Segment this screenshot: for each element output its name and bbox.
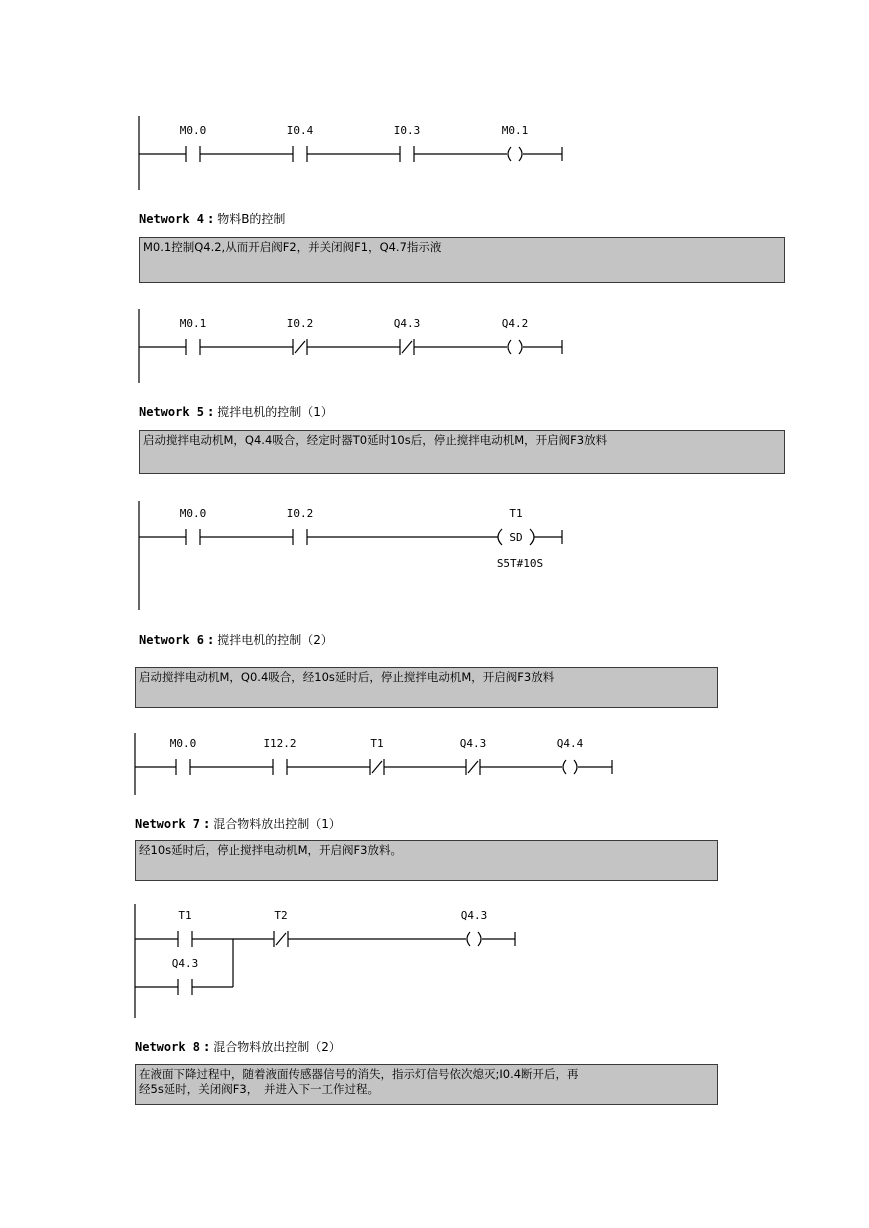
network-7-heading: 混合物料放出控制（1） (213, 817, 341, 831)
network-5-heading: 搅拌电机的控制（1） (217, 405, 333, 419)
coil-right-arc (478, 932, 481, 946)
nc-contact (394, 317, 421, 355)
network-8-number: Network 8 (135, 1040, 201, 1054)
output-coil (461, 909, 488, 946)
contact-label: Q4.3 (393, 317, 421, 330)
contact-label: I0.3 (393, 124, 421, 137)
contact-label: I0.2 (286, 317, 314, 330)
contact-slash (402, 341, 412, 353)
coil-right-arc (530, 529, 534, 545)
coil-label: M0.1 (501, 124, 529, 137)
coil-right-arc (574, 760, 577, 774)
no-contact (287, 507, 314, 545)
contact-slash (468, 761, 478, 773)
timer-address-label: T1 (509, 507, 523, 520)
comment-line: M0.1控制Q4.2,从而开启阀F2，并关闭阀F1，Q4.7指示液 (143, 240, 442, 254)
nc-contact (460, 737, 487, 775)
network-3-rung (139, 116, 562, 190)
coil-left-arc (508, 147, 511, 161)
output-coil (502, 317, 529, 354)
timer-type-label: SD (509, 531, 523, 544)
contact-slash (295, 341, 305, 353)
network-4-title: Network 4 : 物料B的控制 (139, 212, 286, 226)
no-contact (394, 124, 421, 162)
nc-contact (287, 317, 314, 355)
network-7-rung (135, 904, 515, 1018)
network-5-title: Network 5 : 搅拌电机的控制（1） (139, 405, 333, 419)
contact-label: M0.0 (179, 507, 207, 520)
contact-label: M0.1 (179, 317, 207, 330)
coil-right-arc (519, 340, 522, 354)
coil-label: Q4.3 (460, 909, 488, 922)
contact-slash (276, 933, 286, 945)
no-contact (263, 737, 296, 775)
no-contact (180, 124, 207, 162)
network-4-number: Network 4 (139, 212, 205, 226)
contact-slash (372, 761, 382, 773)
network-5-rung (139, 501, 562, 610)
network-6-rung (135, 733, 612, 795)
network-8-title: Network 8 : 混合物料放出控制（2） (135, 1040, 341, 1054)
no-contact (180, 507, 207, 545)
coil-left-arc (467, 932, 470, 946)
coil-right-arc (519, 147, 522, 161)
contact-label: Q4.3 (171, 957, 199, 970)
contact-label: I0.2 (286, 507, 314, 520)
coil-label: Q4.4 (556, 737, 584, 750)
no-contact (180, 317, 207, 355)
comment-line: 在液面下降过程中，随着液面传感器信号的消失，指示灯信号依次熄灭;I0.4断开后，再 (139, 1067, 579, 1081)
network-6-heading: 搅拌电机的控制（2） (217, 633, 333, 647)
coil-left-arc (508, 340, 511, 354)
network-6-title: Network 6 : 搅拌电机的控制（2） (139, 633, 333, 647)
output-coil (557, 737, 584, 774)
network-7-number: Network 7 (135, 817, 201, 831)
nc-contact (274, 909, 288, 947)
no-contact (170, 737, 197, 775)
no-contact (287, 124, 314, 162)
network-7-title: Network 7 : 混合物料放出控制（1） (135, 817, 341, 831)
contact-label: I12.2 (263, 737, 297, 750)
network-4-heading: 物料B的控制 (217, 212, 286, 226)
no-contact (172, 957, 199, 995)
network-6-number: Network 6 (139, 633, 205, 647)
contact-label: M0.0 (179, 124, 207, 137)
comment-line: 经5s延时，关闭阀F3， 并进入下一工作过程。 (139, 1082, 379, 1096)
network-4-rung (139, 309, 562, 383)
output-coil (502, 124, 529, 161)
comment-line: 启动搅拌电动机M，Q4.4吸合，经定时器T0延时10s后，停止搅拌电动机M，开启阀F3放料 (143, 433, 608, 447)
contact-label: M0.0 (169, 737, 197, 750)
coil-left-arc (563, 760, 566, 774)
network-5-number: Network 5 (139, 405, 205, 419)
contact-label: I0.4 (286, 124, 314, 137)
contact-label: Q4.3 (459, 737, 487, 750)
no-contact (178, 909, 192, 947)
timer-coil (497, 507, 543, 570)
contact-label: T1 (178, 909, 192, 922)
comment-line: 启动搅拌电动机M，Q0.4吸合，经10s延时后，停止搅拌电动机M，开启阀F3放料 (139, 670, 555, 684)
network-8-heading: 混合物料放出控制（2） (213, 1040, 341, 1054)
coil-left-arc (498, 529, 502, 545)
contact-label: T1 (370, 737, 384, 750)
contact-label: T2 (274, 909, 288, 922)
comment-line: 经10s延时后，停止搅拌电动机M，开启阀F3放料。 (139, 843, 402, 857)
coil-label: Q4.2 (501, 317, 529, 330)
nc-contact (370, 737, 384, 775)
timer-preset-label: S5T#10S (496, 557, 544, 570)
